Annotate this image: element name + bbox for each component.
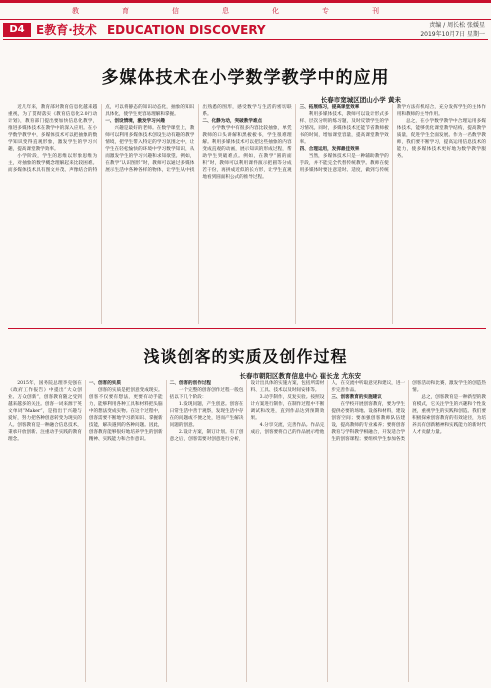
subheading: 二、创客的创作过程 [169, 381, 212, 386]
article2-title: 浅谈创客的实质及创作过程 [143, 347, 348, 366]
article1-title: 多媒体技术在小学数学教学中的应用 [101, 68, 390, 88]
paragraph: 4.分享交流，完善作品。作品完成后，创客要将自己的作品展示给他人，在交流中听取意见和建议，进一步完善作品。 [250, 381, 406, 436]
paragraph: 一个完整的创客创作过程一般包括以下几个阶段： [169, 388, 244, 401]
paragraph: 兴趣是最好的老师。在数学课堂上，教师可以利用多媒体技术创设生动有趣的教学情境，把学生带入特定的学习氛围之中，让学生在轻松愉快的环境中学习数学知识，从而激发学生的学习兴趣和求知欲望。例如，在教学“认识图形”时，教师可以通过多媒体展示生活中各种各样的物体，让学生从中找出熟悉的图形，感受数学与生活的密切联系。 [105, 105, 292, 174]
top-red-line [0, 0, 491, 3]
paragraph: 总之，创客教育是一种新型的教育模式，它关注学生的兴趣和个性发展，重视学生的实践和创造。我们要积极探索创客教育的有效途径，为培养具有创新精神和实践能力的新时代人才贡献力量。 [412, 395, 486, 436]
subheading: 三、拓展练习，提高课堂效率 [299, 105, 360, 110]
banner-char: 刊 [372, 7, 380, 15]
banner-rule [0, 19, 491, 20]
section-title [36, 21, 266, 38]
paragraph: 利用多媒体技术，教师可以设计形式多样、层次分明的练习题，及时反馈学生的学习情况。同时，多媒体技术还能节省教师板书的时间，增加课堂容量，提高课堂教学效率。 [299, 112, 389, 146]
header-rule [3, 39, 488, 40]
banner-char: 专 [322, 7, 330, 15]
paragraph: 总之，在小学数学教学中合理运用多媒体技术，能够优化课堂教学结构，提高教学质量，促进学生全面发展。作为一名数学教师，我们要不断学习，提高运用信息技术的能力，使多媒体技术更好地为数学教学服务。 [396, 119, 486, 160]
article2-byline: 长春市朝阳区教育信息中心 崔长龙 尤东安 [239, 372, 361, 380]
subheading: 一、创设情境，激发学习兴趣 [105, 119, 165, 125]
banner-char: 育 [122, 7, 130, 15]
paragraph: 近几年来，教育部对教育信息化越来越重视，为了贯彻落实《教育信息化2.0行动计划》，教育部门提出要加快信息化教学，推进多媒体技术在教学中的深入应用。在小学数学教学中，多媒体技术可以把抽象的数学知识变得直观形象，激发学生的学习兴趣，提高课堂教学效率。 [8, 105, 98, 153]
subheading: 四、合理运用，发挥最佳效果 [299, 147, 360, 153]
header-meta [420, 21, 485, 39]
section-title-cn: E教育·技术 [36, 23, 97, 37]
article1-body [8, 104, 486, 324]
paragraph: 3.动手制作，反复实验。按照设计方案进行制作，在制作过程中不断调试和改进，直到作品达到预期效果。 [250, 395, 325, 422]
paragraph: 小学阶段，学生的思维以形象思维为主，对抽象的数学概念理解起来比较困难。而多媒体技术具有图文并茂、声像结合的特点，可以将静态的知识动态化，抽象的知识具体化，使学生更容易理解和掌握。 [8, 105, 195, 174]
paragraph: 2.设计方案，制订计划。有了创意之后，创客需要对创意进行分析，设计出具体的实施方案，包括所需材料、工具、技术以及时间安排等。 [169, 381, 325, 443]
paragraph: 2015年，国务院总理李克强在《政府工作报告》中提出“大众创业、万众创新”，创客教育随之受到越来越多的关注。创客一词来源于英文单词“Maker”，是指出于兴趣与爱好，努力把各种创意转变为现实的人。创客教育是一种融合信息技术，秉承开放创新、注重动手实践的教育理念。 [8, 381, 82, 443]
paragraph: 1.发现问题，产生创意。创客在日常生活中善于观察，发现生活中存在的问题或不便之处，进而产生解决问题的创意。 [169, 402, 244, 429]
page-number-badge: D4 [3, 23, 31, 37]
banner-char: 教 [72, 7, 80, 15]
paragraph: 创客的实质是把创意变成现实。创客不仅要有想法，更要有动手能力，能够利用各种工具和材料把头脑中的想法变成实物。在这个过程中，创客需要不断地学习新知识、掌握新技能，解决遇到的各种问题。因此，创客教育能够很好地培养学生的创新精神、实践能力和合作意识。 [88, 388, 163, 443]
article1-byline: 长春市宽城区团山小学 黄未 [320, 96, 401, 104]
subheading: 一、创客的实质 [88, 381, 121, 386]
article-divider [8, 328, 486, 329]
banner-row [2, 4, 489, 18]
paragraph: 当然，多媒体技术只是一种辅助教学的手段，并不能完全代替传统教学。教师在使用多媒体时要注意适时、适度，做到与传统教学方法有机结合，充分发挥学生的主体作用和教师的主导作用。 [299, 105, 486, 174]
paragraph: 小学数学中有很多内容比较抽象，单凭教师的口头讲解和黑板板书，学生很难理解。利用多媒体技术可以把这些抽象的内容变成直观的动画，展示知识的形成过程，帮助学生突破难点。例如，在教学“圆的面积”时，教师可以利用课件演示把圆等分成若干份，再拼成近似的长方形，让学生直观地看到圆面积公式的推导过程。 [202, 126, 292, 181]
paragraph: 在学校开展创客教育，要为学生提供必要的场地、设备和材料，建设创客空间；要加强创客教师队伍建设，提高教师的专业素养；要将创客教育与学科教学相融合，开发适合学生的创客课程；要组织学生参加各类创客活动和比赛，激发学生的创造热情。 [331, 381, 486, 443]
editors: 责编 / 周长松 张媛星 [429, 22, 485, 29]
subheading: 三、创客教育的实施建议 [331, 395, 382, 401]
subheading: 二、化静为动，突破教学难点 [202, 119, 263, 125]
banner-char: 息 [222, 7, 230, 15]
issue-date: 2019年10月7日 星期一 [420, 31, 485, 38]
article2-body [8, 380, 486, 682]
banner-char: 信 [172, 7, 180, 15]
section-title-en: EDUCATION DISCOVERY [106, 23, 266, 37]
banner-char: 化 [272, 7, 280, 15]
